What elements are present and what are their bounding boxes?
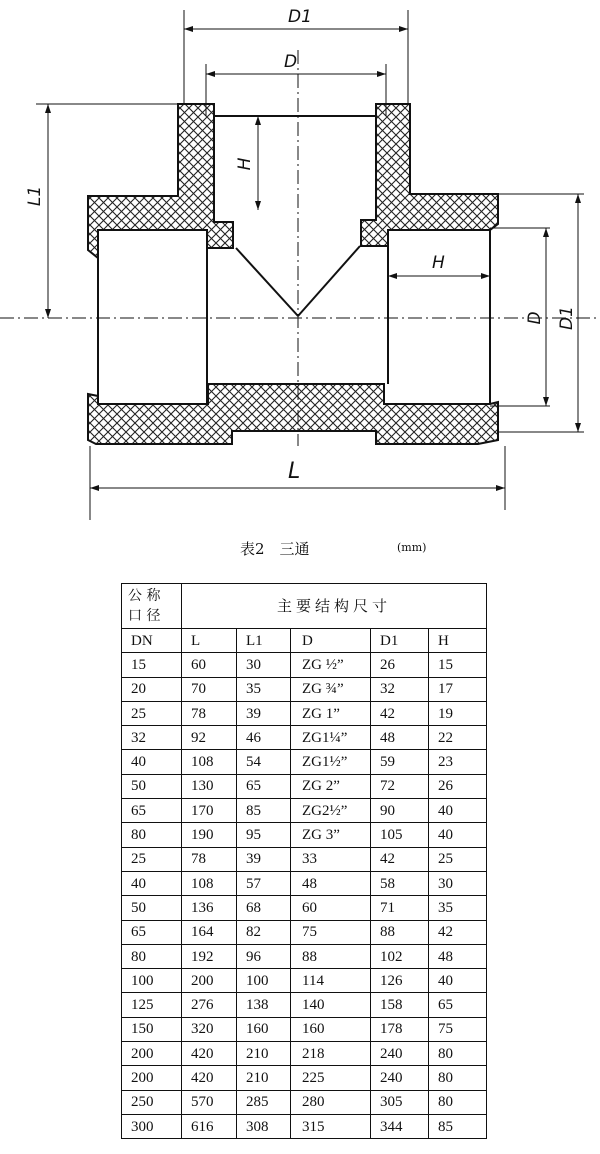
cell-d1: 344 [371,1114,429,1138]
cell-d: ZG2½” [291,799,371,823]
cell-l: 170 [182,799,237,823]
cell-l: 130 [182,774,237,798]
label-l-bottom: L [288,459,301,484]
table-row [122,920,487,944]
cell-d1: 32 [371,677,429,701]
cell-h: 30 [429,871,487,895]
cell-l1: 82 [237,920,291,944]
cell-h: 40 [429,969,487,993]
column-header-row [122,629,487,653]
cell-l: 320 [182,1017,237,1041]
cell-h: 48 [429,944,487,968]
cell-dn: 40 [122,871,182,895]
col-header-d: D [291,629,371,653]
cell-d: ZG1½” [291,750,371,774]
cell-h: 15 [429,653,487,677]
label-h-branch: H [235,157,255,171]
table-row [122,799,487,823]
cell-dn: 300 [122,1114,182,1138]
cell-dn: 150 [122,1017,182,1041]
table-row [122,1090,487,1114]
cell-l: 192 [182,944,237,968]
cell-d: ZG 2” [291,774,371,798]
col-header-dn: DN [122,629,182,653]
col-header-h: H [429,629,487,653]
label-d-top: D [284,52,298,72]
cell-dn: 125 [122,993,182,1017]
caption-unit: (mm) [397,541,427,554]
table-row [122,823,487,847]
cell-l: 276 [182,993,237,1017]
cell-l1: 30 [237,653,291,677]
cell-h: 35 [429,896,487,920]
cell-dn: 100 [122,969,182,993]
cell-d: 315 [291,1114,371,1138]
cell-h: 75 [429,1017,487,1041]
cell-d1: 305 [371,1090,429,1114]
cell-d: ZG 3” [291,823,371,847]
table-row [122,871,487,895]
table-row [122,847,487,871]
table-row [122,1017,487,1041]
cell-dn: 20 [122,677,182,701]
cell-dn: 250 [122,1090,182,1114]
cell-l1: 100 [237,969,291,993]
cell-d1: 71 [371,896,429,920]
cell-l1: 57 [237,871,291,895]
cell-l1: 285 [237,1090,291,1114]
cell-h: 25 [429,847,487,871]
cell-dn: 200 [122,1066,182,1090]
cell-d1: 72 [371,774,429,798]
cell-d: 225 [291,1066,371,1090]
cell-l1: 54 [237,750,291,774]
cell-l: 78 [182,701,237,725]
cell-dn: 80 [122,823,182,847]
cell-l: 60 [182,653,237,677]
caption-title: 表2 三通 [240,540,310,558]
cell-d1: 102 [371,944,429,968]
label-d1-right: D1 [557,306,577,330]
cell-dn: 65 [122,920,182,944]
cell-h: 42 [429,920,487,944]
cell-d1: 90 [371,799,429,823]
cell-h: 40 [429,799,487,823]
cell-h: 85 [429,1114,487,1138]
cell-l: 70 [182,677,237,701]
table-row [122,1114,487,1138]
cell-l: 190 [182,823,237,847]
cell-dn: 15 [122,653,182,677]
cell-h: 80 [429,1066,487,1090]
cell-h: 80 [429,1042,487,1066]
cell-l1: 95 [237,823,291,847]
cell-l: 78 [182,847,237,871]
cell-l1: 35 [237,677,291,701]
cell-d1: 42 [371,847,429,871]
cell-d1: 178 [371,1017,429,1041]
table-row [122,1066,487,1090]
cell-dn: 25 [122,847,182,871]
cell-l: 570 [182,1090,237,1114]
cell-l: 108 [182,750,237,774]
table-row [122,1042,487,1066]
label-h-run: H [432,253,445,273]
cell-d: 114 [291,969,371,993]
cell-l: 420 [182,1042,237,1066]
table-row [122,701,487,725]
nominal-header-line2: 口 径 [128,608,161,624]
table-row [122,944,487,968]
cell-d: 218 [291,1042,371,1066]
cell-l1: 210 [237,1042,291,1066]
cell-d1: 42 [371,701,429,725]
dimensions-table [121,583,487,1139]
main-dimensions-header: 主要结构尺寸 [182,584,487,629]
cell-d: 160 [291,1017,371,1041]
table-row [122,677,487,701]
cell-d: ZG 1” [291,701,371,725]
cell-d: 140 [291,993,371,1017]
table-row [122,969,487,993]
label-d1-top: D1 [288,7,312,27]
cell-d1: 240 [371,1042,429,1066]
cell-dn: 32 [122,726,182,750]
col-header-l1: L1 [237,629,291,653]
cell-h: 80 [429,1090,487,1114]
cell-l1: 210 [237,1066,291,1090]
cell-d1: 26 [371,653,429,677]
cell-l1: 39 [237,847,291,871]
cell-h: 65 [429,993,487,1017]
table-row [122,896,487,920]
cell-h: 23 [429,750,487,774]
cell-d: 280 [291,1090,371,1114]
cell-dn: 200 [122,1042,182,1066]
table-row [122,653,487,677]
cell-l1: 160 [237,1017,291,1041]
table-row [122,993,487,1017]
cell-l: 108 [182,871,237,895]
cell-l1: 308 [237,1114,291,1138]
cell-d: ZG1¼” [291,726,371,750]
table-header-row [122,584,487,629]
cell-h: 19 [429,701,487,725]
cell-d1: 48 [371,726,429,750]
cell-d: 88 [291,944,371,968]
label-d-right: D [525,311,545,325]
label-l1-left: L1 [25,185,45,207]
hatched-wall-sections [88,104,498,444]
cell-d1: 59 [371,750,429,774]
nominal-header-line1: 公 称 [128,588,161,604]
cell-l: 92 [182,726,237,750]
cell-l1: 65 [237,774,291,798]
cell-d1: 58 [371,871,429,895]
cell-l1: 85 [237,799,291,823]
cell-l: 616 [182,1114,237,1138]
cell-d1: 126 [371,969,429,993]
cell-h: 26 [429,774,487,798]
cell-d1: 240 [371,1066,429,1090]
col-header-l: L [182,629,237,653]
cell-d: 48 [291,871,371,895]
cell-d1: 158 [371,993,429,1017]
nominal-diameter-header [122,584,182,629]
cell-l: 136 [182,896,237,920]
cell-l: 164 [182,920,237,944]
cell-dn: 80 [122,944,182,968]
cell-d: 75 [291,920,371,944]
cell-l: 420 [182,1066,237,1090]
cell-d: 33 [291,847,371,871]
cell-d1: 88 [371,920,429,944]
cell-l1: 39 [237,701,291,725]
cell-dn: 40 [122,750,182,774]
cell-h: 22 [429,726,487,750]
cell-h: 17 [429,677,487,701]
cell-dn: 25 [122,701,182,725]
table-row [122,774,487,798]
cell-l1: 138 [237,993,291,1017]
col-header-d1: D1 [371,629,429,653]
table-row [122,750,487,774]
cell-d: ZG ½” [291,653,371,677]
cell-d: ZG ¾” [291,677,371,701]
cell-dn: 65 [122,799,182,823]
cell-d: 60 [291,896,371,920]
cell-l1: 46 [237,726,291,750]
cell-dn: 50 [122,896,182,920]
cell-dn: 50 [122,774,182,798]
table-row [122,726,487,750]
cell-h: 40 [429,823,487,847]
cell-l1: 96 [237,944,291,968]
tee-technical-drawing [0,0,600,530]
cell-d1: 105 [371,823,429,847]
table-caption [0,538,600,562]
cell-l: 200 [182,969,237,993]
cell-l1: 68 [237,896,291,920]
